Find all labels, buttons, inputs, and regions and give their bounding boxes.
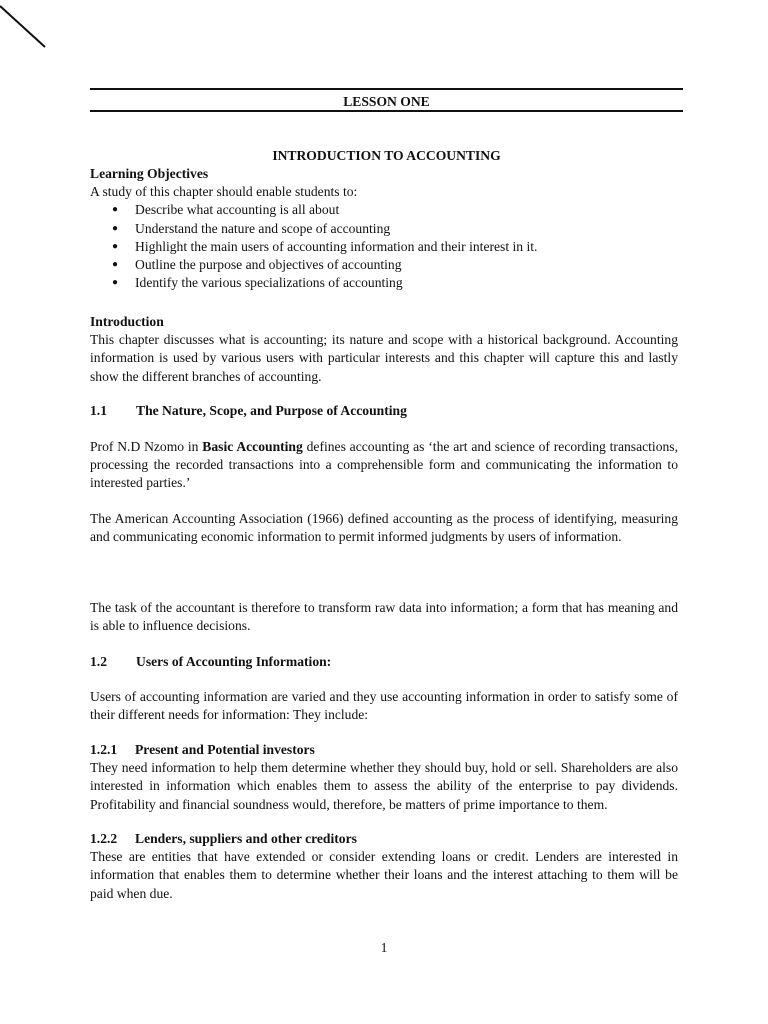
introduction-section	[90, 313, 678, 386]
section-1-1-heading	[90, 402, 678, 420]
subsection-text: These are entities that have extended or consider extending loans or credit. Lenders are interested in information that enables them to determine whether their loans and the interest attaching to them will be paid when due.	[90, 849, 678, 901]
bullet-icon: ●	[112, 240, 119, 252]
corner-diagonal-line	[0, 0, 60, 60]
list-item: ● Describe what accounting is all about	[90, 201, 678, 219]
introduction-heading: Introduction	[90, 314, 164, 329]
section-1-2-2	[90, 830, 678, 903]
section-1-2-heading	[90, 653, 678, 671]
section-1-2-1	[90, 741, 678, 814]
objectives-heading: Learning Objectives	[90, 166, 209, 181]
bullet-icon: ●	[112, 259, 119, 271]
list-item: ● Highlight the main users of accounting information and their interest in it.	[90, 238, 678, 256]
definition-paragraph-nzomo: Prof N.D Nzomo in Basic Accounting defines accounting as ‘the art and science of recording transactions, processing the recorded transactions into a comprehensible form and communicating the information to interested parties.’	[90, 439, 678, 491]
definition-paragraph-aaa: The American Accounting Association (1966) defined accounting as the process of identifying, measuring and communicating economic information to permit informed judgments by users of information.	[90, 511, 678, 545]
lesson-title: LESSON ONE	[343, 94, 430, 109]
accountant-task-paragraph: The task of the accountant is therefore to transform raw data into information; a form that has meaning and is able to influence decisions.	[90, 600, 678, 634]
bullet-icon: ●	[112, 222, 119, 234]
bullet-icon: ●	[112, 277, 119, 289]
list-item: ● Identify the various specializations of accounting	[90, 274, 678, 292]
users-paragraph: Users of accounting information are varied and they use accounting information in order to satisfy some of their different needs for information: They include:	[90, 689, 678, 723]
section-title: The Nature, Scope, and Purpose of Accounting	[136, 403, 407, 418]
subsection-title: Present and Potential investors	[135, 742, 315, 757]
subsection-text: They need information to help them determine whether they should buy, hold or sell. Shareholders are also interested in information which enables them to assess the ability of the enterprise to pay dividends. Profitability and financial soundness would, therefore, be matters of prime importance to them.	[90, 760, 678, 812]
chapter-title: INTRODUCTION TO ACCOUNTING	[272, 148, 501, 163]
list-item: ● Understand the nature and scope of accounting	[90, 220, 678, 238]
learning-objectives	[90, 165, 678, 292]
section-number: 1.2	[90, 654, 107, 669]
subsection-number: 1.2.1	[90, 742, 118, 757]
list-item: ● Outline the purpose and objectives of accounting	[90, 256, 678, 274]
page-number: 1	[380, 940, 388, 955]
objectives-intro: A study of this chapter should enable students to:	[90, 184, 358, 200]
top-rule	[90, 88, 683, 90]
subsection-title: Lenders, suppliers and other creditors	[135, 831, 357, 846]
section-number: 1.1	[90, 403, 107, 418]
introduction-text: This chapter discusses what is accounting; its nature and scope with a historical background. Accounting information is used by various users with particular interests and this chapter will capture this and lastly show the different branches of accounting.	[90, 332, 678, 384]
section-title: Users of Accounting Information:	[136, 654, 332, 669]
bullet-icon: ●	[112, 204, 119, 216]
subsection-number: 1.2.2	[90, 831, 118, 846]
objectives-list	[90, 201, 678, 292]
